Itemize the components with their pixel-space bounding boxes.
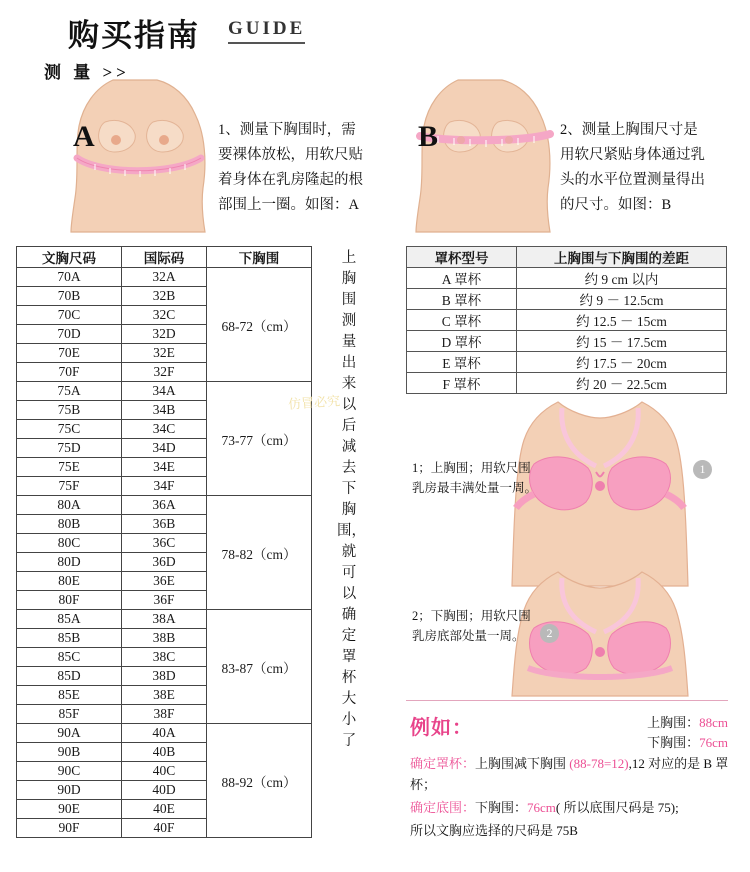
cell-cn-size: 85D bbox=[17, 667, 122, 686]
cell-cn-size: 90F bbox=[17, 819, 122, 838]
example-band-label: 确定底围： bbox=[410, 800, 476, 815]
cell-intl-size: 34F bbox=[122, 477, 207, 496]
table-row bbox=[17, 268, 312, 287]
example-band-text: 下胸围： bbox=[475, 800, 528, 815]
example-line-3: 所以文胸应选择的尺码是 75B bbox=[410, 823, 578, 838]
example-under-bust bbox=[647, 733, 728, 753]
marker-2: 2 bbox=[540, 624, 559, 643]
cell-cn-size: 80B bbox=[17, 515, 122, 534]
cell-cn-size: 85A bbox=[17, 610, 122, 629]
cell-intl-size: 40A bbox=[122, 724, 207, 743]
measure-section-label: 测 量 >> bbox=[44, 63, 130, 82]
cell-cn-size: 90C bbox=[17, 762, 122, 781]
cell-intl-size: 38E bbox=[122, 686, 207, 705]
cell-cn-size: 90B bbox=[17, 743, 122, 762]
marker-1: 1 bbox=[693, 460, 712, 479]
example-title: 例如： bbox=[410, 717, 473, 739]
cell-under-bust-range: 78-82（cm） bbox=[207, 496, 312, 610]
cell-intl-size: 34A bbox=[122, 382, 207, 401]
example-upper-bust-label: 上胸围： bbox=[647, 715, 700, 730]
table-row bbox=[17, 496, 312, 515]
cell-cn-size: 70F bbox=[17, 363, 122, 382]
cell-cup-diff: 约 17.5 － 20cm bbox=[517, 352, 727, 373]
vertical-note: 上胸围测量出来以后减去下胸围，就可以确定罩杯大小了 bbox=[337, 250, 366, 749]
step-b-text: 2、测量上胸围尺寸是用软尺紧贴身体通过乳头的水平位置测量得出的尺寸。如图：B bbox=[560, 122, 705, 213]
header-cup-model: 罩杯型号 bbox=[407, 247, 517, 268]
cell-intl-size: 34C bbox=[122, 420, 207, 439]
example-box bbox=[406, 700, 728, 848]
cell-cup-diff: 约 9 cm 以内 bbox=[517, 268, 727, 289]
example-under-bust-label: 下胸围： bbox=[647, 735, 700, 750]
cell-cn-size: 80D bbox=[17, 553, 122, 572]
example-cup-formula-text: 上胸围减下胸围 bbox=[475, 756, 570, 771]
cell-intl-size: 36B bbox=[122, 515, 207, 534]
cell-cn-size: 90E bbox=[17, 800, 122, 819]
cell-cn-size: 75B bbox=[17, 401, 122, 420]
cell-cn-size: 75E bbox=[17, 458, 122, 477]
cell-intl-size: 32B bbox=[122, 287, 207, 306]
cell-intl-size: 36F bbox=[122, 591, 207, 610]
cell-cup-model: F 罩杯 bbox=[407, 373, 517, 394]
cell-cn-size: 70C bbox=[17, 306, 122, 325]
cell-cn-size: 70D bbox=[17, 325, 122, 344]
cell-cup-model: A 罩杯 bbox=[407, 268, 517, 289]
cell-under-bust-range: 73-77（cm） bbox=[207, 382, 312, 496]
cell-intl-size: 38F bbox=[122, 705, 207, 724]
cup-table-row bbox=[407, 268, 727, 289]
cell-intl-size: 40E bbox=[122, 800, 207, 819]
cell-cn-size: 85E bbox=[17, 686, 122, 705]
example-measurements bbox=[647, 713, 728, 753]
cell-intl-size: 38C bbox=[122, 648, 207, 667]
cup-table-row bbox=[407, 289, 727, 310]
cell-intl-size: 34E bbox=[122, 458, 207, 477]
cup-table-row bbox=[407, 352, 727, 373]
letter-a-label: A bbox=[73, 120, 95, 153]
cell-cn-size: 90A bbox=[17, 724, 122, 743]
cell-intl-size: 36C bbox=[122, 534, 207, 553]
cell-cup-diff: 约 12.5 － 15cm bbox=[517, 310, 727, 331]
cell-intl-size: 36A bbox=[122, 496, 207, 515]
example-upper-bust-value: 88cm bbox=[699, 715, 728, 730]
cell-cn-size: 70A bbox=[17, 268, 122, 287]
cell-cn-size: 75C bbox=[17, 420, 122, 439]
example-upper-bust bbox=[647, 713, 728, 733]
cell-cup-model: C 罩杯 bbox=[407, 310, 517, 331]
cell-intl-size: 38A bbox=[122, 610, 207, 629]
cell-intl-size: 36E bbox=[122, 572, 207, 591]
header-under-bust: 下胸围 bbox=[207, 247, 312, 268]
step-a-text: 1、测量下胸围时，需要裸体放松，用软尺贴着身体在乳房隆起的根部围上一圈。如图：A bbox=[218, 122, 363, 213]
cell-cn-size: 70E bbox=[17, 344, 122, 363]
cell-intl-size: 38D bbox=[122, 667, 207, 686]
header-cup-diff: 上胸围与下胸围的差距 bbox=[517, 247, 727, 268]
cell-intl-size: 40C bbox=[122, 762, 207, 781]
cell-cup-model: B 罩杯 bbox=[407, 289, 517, 310]
cell-cn-size: 75A bbox=[17, 382, 122, 401]
table-header-row bbox=[17, 247, 312, 268]
cell-intl-size: 34D bbox=[122, 439, 207, 458]
cup-table-row bbox=[407, 373, 727, 394]
letter-b-label: B bbox=[418, 120, 439, 153]
example-line-2 bbox=[410, 797, 730, 818]
cell-cn-size: 70B bbox=[17, 287, 122, 306]
cell-cn-size: 80C bbox=[17, 534, 122, 553]
cell-cn-size: 75F bbox=[17, 477, 122, 496]
cell-intl-size: 32F bbox=[122, 363, 207, 382]
cell-intl-size: 40B bbox=[122, 743, 207, 762]
header-intl-size: 国际码 bbox=[122, 247, 207, 268]
cell-cup-diff: 约 9 － 12.5cm bbox=[517, 289, 727, 310]
cell-cn-size: 80A bbox=[17, 496, 122, 515]
page-subtitle: GUIDE bbox=[228, 18, 305, 44]
cell-intl-size: 40D bbox=[122, 781, 207, 800]
example-cup-formula: (88-78=12) bbox=[569, 756, 629, 771]
torso-a-graphic bbox=[55, 78, 225, 233]
cell-cn-size: 75D bbox=[17, 439, 122, 458]
cell-cup-model: E 罩杯 bbox=[407, 352, 517, 373]
example-line-1 bbox=[410, 753, 730, 795]
cell-intl-size: 32A bbox=[122, 268, 207, 287]
bra-note-1: 1；上胸围；用软尺围乳房最丰满处量一周。 bbox=[412, 461, 538, 495]
cell-cn-size: 85F bbox=[17, 705, 122, 724]
cell-intl-size: 36D bbox=[122, 553, 207, 572]
table-row bbox=[17, 724, 312, 743]
cell-cup-model: D 罩杯 bbox=[407, 331, 517, 352]
page-title: 购买指南 bbox=[68, 18, 200, 53]
cup-table-header-row bbox=[407, 247, 727, 268]
torso-b-graphic bbox=[400, 78, 570, 233]
header-cn-size: 文胸尺码 bbox=[17, 247, 122, 268]
cell-intl-size: 34B bbox=[122, 401, 207, 420]
cell-intl-size: 38B bbox=[122, 629, 207, 648]
cell-cn-size: 80E bbox=[17, 572, 122, 591]
illustration-b bbox=[400, 78, 570, 233]
cell-cup-diff: 约 20 － 22.5cm bbox=[517, 373, 727, 394]
cell-cn-size: 80F bbox=[17, 591, 122, 610]
page-header bbox=[0, 6, 750, 53]
table-row bbox=[17, 382, 312, 401]
example-cup-result: ,12 对应的是 B 罩杯； bbox=[410, 756, 729, 792]
example-under-bust-value: 76cm bbox=[699, 735, 728, 750]
bra-note-2: 2；下胸围；用软尺围乳房底部处量一周。 bbox=[412, 609, 531, 643]
example-band-value: 76cm bbox=[527, 800, 556, 815]
cup-table-row bbox=[407, 331, 727, 352]
cell-intl-size: 32C bbox=[122, 306, 207, 325]
cell-cn-size: 85B bbox=[17, 629, 122, 648]
cell-cn-size: 85C bbox=[17, 648, 122, 667]
table-row bbox=[17, 610, 312, 629]
cell-intl-size: 32D bbox=[122, 325, 207, 344]
cell-intl-size: 32E bbox=[122, 344, 207, 363]
cell-cup-diff: 约 15 － 17.5cm bbox=[517, 331, 727, 352]
example-band-result: ( 所以底围尺码是 75); bbox=[555, 800, 679, 815]
cell-under-bust-range: 88-92（cm） bbox=[207, 724, 312, 838]
example-cup-label: 确定罩杯： bbox=[410, 756, 476, 771]
cell-under-bust-range: 83-87（cm） bbox=[207, 610, 312, 724]
watermark-text: 仿冒必究 bbox=[287, 393, 341, 412]
cell-intl-size: 40F bbox=[122, 819, 207, 838]
cell-under-bust-range: 68-72（cm） bbox=[207, 268, 312, 382]
size-table bbox=[16, 246, 312, 838]
illustration-a bbox=[55, 78, 225, 233]
cup-table bbox=[406, 246, 727, 394]
cup-table-row bbox=[407, 310, 727, 331]
cell-cn-size: 90D bbox=[17, 781, 122, 800]
